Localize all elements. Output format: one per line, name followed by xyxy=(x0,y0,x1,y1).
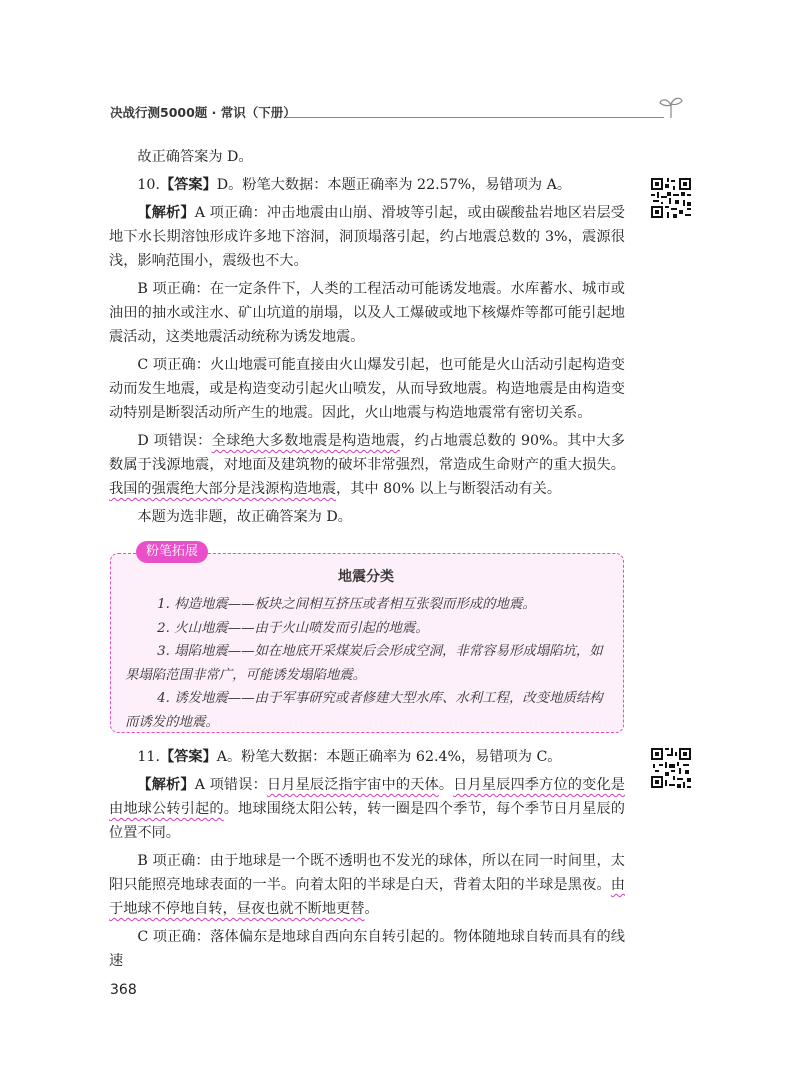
q10-answer-tag: 【答案】 xyxy=(159,177,217,193)
qr-code-q11[interactable] xyxy=(649,746,693,790)
qr-code-icon xyxy=(649,176,693,220)
qr-code-q10[interactable] xyxy=(649,176,693,220)
q11-answer-text: A。粉笔大数据：本题正确率为 62.4%，易错项为 C。 xyxy=(216,749,562,765)
qr-code-icon xyxy=(649,746,693,790)
q11-a-highlight-1: 日月星辰泛指宇宙中的天体 xyxy=(266,777,439,793)
q11-number: 11. xyxy=(137,749,160,765)
q11-option-a xyxy=(109,773,625,845)
q11-answer-line xyxy=(109,745,625,769)
q10-option-a-text: A 项正确：冲击地震由山崩、滑坡等引起，或由碳酸盐岩地区岩层受地下水长期溶蚀形成许多地下溶洞，洞顶塌落引起，约占地震总数的 3%，震源很浅，影响范围小，震级也不大。 xyxy=(109,205,625,269)
book-title: 决战行测5000题 · 常识（下册） xyxy=(110,105,296,120)
prev-answer-line: 故正确答案为 D。 xyxy=(137,149,253,165)
question-10-section xyxy=(109,145,625,533)
q10-d-highlight-2: 我国的强震绝大部分是浅源构造地震 xyxy=(109,481,337,497)
running-header xyxy=(110,101,686,123)
page-number: 368 xyxy=(110,982,137,998)
q10-d-prefix: D 项错误： xyxy=(137,433,212,449)
q10-option-a xyxy=(109,201,625,273)
q11-b-suffix: 。 xyxy=(364,901,379,917)
q11-a-prefix: A 项错误： xyxy=(194,777,267,793)
q10-option-d xyxy=(109,429,625,501)
sprout-icon xyxy=(658,95,684,119)
extension-item: 2. 火山地震——由于火山喷发而引起的地震。 xyxy=(157,620,429,636)
q10-number: 10. xyxy=(137,177,160,193)
q11-option-c: C 项正确：落体偏东是地球自西向东自转引起的。物体随地球自转而具有的线速 xyxy=(109,929,625,969)
q10-d-suffix: ，其中 80% 以上与断裂活动有关。 xyxy=(336,481,562,497)
q10-analysis-tag: 【解析】 xyxy=(137,205,195,221)
q10-d-highlight-1: 全球绝大多数地震是构造地震 xyxy=(211,433,401,449)
q11-b-highlight: 由于地球不停地自转，昼夜也就不断地更替 xyxy=(109,877,625,917)
q11-answer-tag: 【答案】 xyxy=(159,749,217,765)
extension-list xyxy=(125,593,610,734)
q11-a-period: 。 xyxy=(438,777,454,793)
q11-analysis-tag: 【解析】 xyxy=(137,777,195,793)
question-11-section xyxy=(109,745,625,977)
q11-b-prefix: B 项正确：由于地球是一个既不透明也不发光的球体，所以在同一时间里，太阳只能照亮地球表面的一半。向着太阳的半球是白天，背着太阳的半球是黑夜。 xyxy=(109,853,625,893)
header-rule xyxy=(285,117,664,118)
q11-a-suffix: 。地球围绕太阳公转，转一圈是四个季节，每个季节日月星辰的位置不同。 xyxy=(109,801,625,841)
q10-answer-line xyxy=(109,173,625,197)
extension-item: 1. 构造地震——板块之间相互挤压或者相互张裂而形成的地震。 xyxy=(157,597,536,612)
q10-answer-text: D。粉笔大数据：本题正确率为 22.57%，易错项为 A。 xyxy=(216,177,572,193)
q11-option-b xyxy=(109,849,625,921)
q10-option-b: B 项正确：在一定条件下，人类的工程活动可能诱发地震。水库蓄水、城市或油田的抽水或注水、矿山坑道的崩塌，以及人工爆破或地下核爆炸等都可能引起地震活动，这类地震活动统称为诱发地震。 xyxy=(109,281,625,345)
extension-item: 4. 诱发地震——由于军事研究或者修建大型水库、水利工程，改变地质结构而诱发的地震。 xyxy=(125,691,603,730)
q10-option-c: C 项正确：火山地震可能直接由火山爆发引起，也可能是火山活动引起构造变动而发生地震，或是构造变动引起火山喷发，从而导致地震。构造地震是由构造变动特别是断裂活动所产生的地震。因此，火山地震与构造地震常有密切关系。 xyxy=(109,357,625,421)
q11-a-highlight-2: 日月星辰四季方位的变化是由地球公转引起的 xyxy=(109,777,625,817)
extension-title: 地震分类 xyxy=(338,569,394,585)
q10-conclusion: 本题为选非题，故正确答案为 D。 xyxy=(137,509,352,525)
q10-d-middle: ，约占地震总数的 90%。其中大多数属于浅源地震，对地面及建筑物的破坏非常强烈，常造成生命财产的重大损失。 xyxy=(109,433,625,473)
extension-item: 3. 塌陷地震——如在地底开采煤炭后会形成空洞，非常容易形成塌陷坑，如果塌陷范围非常广，可能诱发塌陷地震。 xyxy=(125,644,603,683)
extension-label: 粉笔拓展 xyxy=(136,541,208,563)
